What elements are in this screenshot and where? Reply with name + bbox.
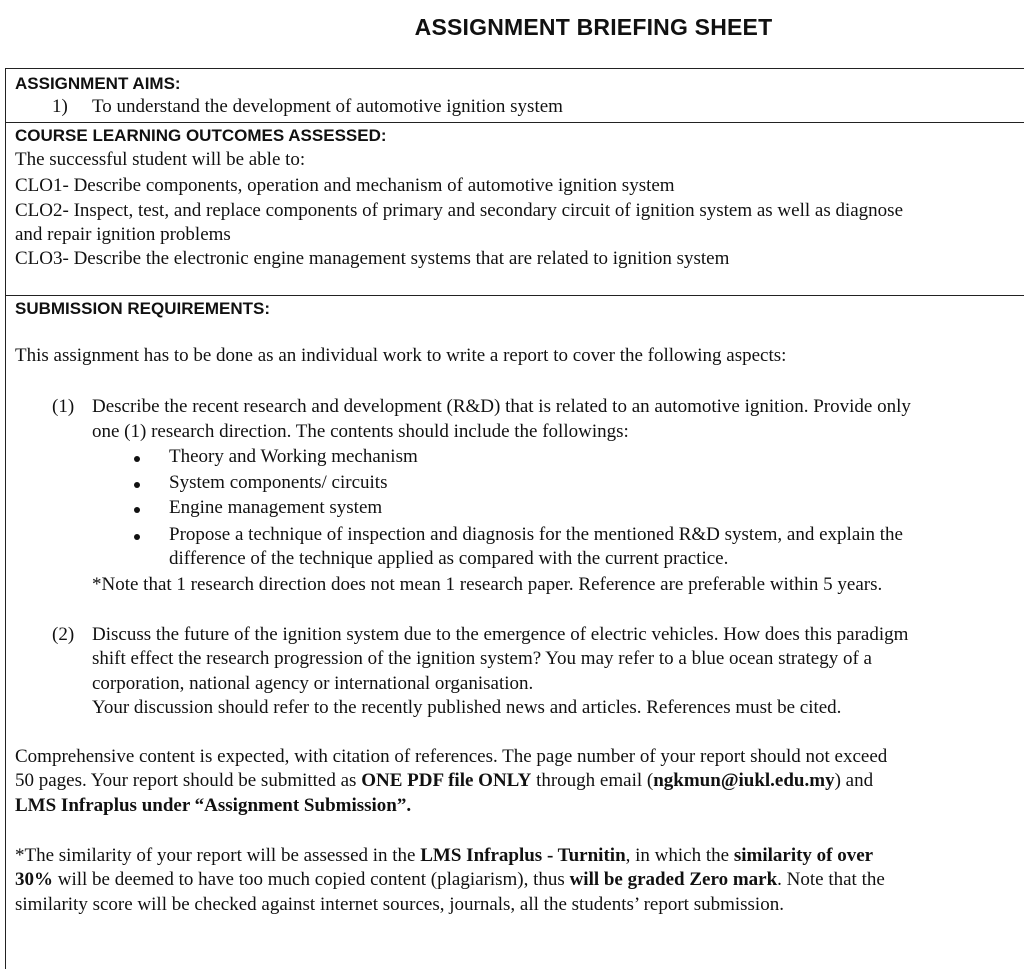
aims-item-text: To understand the development of automotive ignition system <box>92 96 563 117</box>
submission-heading: SUBMISSION REQUIREMENTS: <box>15 299 271 318</box>
bullet-icon <box>134 482 140 488</box>
item1-number: (1) <box>52 396 75 417</box>
bullet-item: Propose a technique of inspection and diagnosis for the mentioned R&D system, and explain the <box>169 524 903 545</box>
bullet-item: Engine management system <box>169 497 383 518</box>
clo1-text: CLO1- Describe components, operation and mechanism of automotive ignition system <box>15 175 675 196</box>
aims-item-number: 1) <box>52 96 68 117</box>
item1-note: *Note that 1 research direction does not mean 1 research paper. Reference are preferable within 5 years. <box>92 574 883 595</box>
item2-line3: corporation, national agency or international organisation. <box>92 673 534 694</box>
clo3-text: CLO3- Describe the electronic engine management systems that are related to ignition system <box>15 248 730 269</box>
item1-line1: Describe the recent research and development (R&D) that is related to an automotive ignition. Provide only <box>92 396 911 417</box>
item2-line1: Discuss the future of the ignition system due to the emergence of electric vehicles. How does this paradigm <box>92 624 909 645</box>
submission-intro: This assignment has to be done as an individual work to write a report to cover the following aspects: <box>15 345 787 366</box>
bullet-icon <box>134 507 140 513</box>
bullet-icon <box>134 534 140 540</box>
similarity-paragraph-line1: *The similarity of your report will be assessed in the LMS Infraplus - Turnitin, in which the similarity of over <box>15 845 874 866</box>
email-link[interactable]: ngkmun@iukl.edu.my <box>653 770 835 791</box>
clo2-text-cont: and repair ignition problems <box>15 224 231 245</box>
content-paragraph-line1: Comprehensive content is expected, with citation of references. The page number of your report should not exceed <box>15 746 888 767</box>
item2-line4: Your discussion should refer to the recently published news and articles. References must be cited. <box>92 697 842 718</box>
item2-number: (2) <box>52 624 75 645</box>
divider <box>5 122 1024 123</box>
clo2-text: CLO2- Inspect, test, and replace components of primary and secondary circuit of ignition system as well as diagnose <box>15 200 903 221</box>
bullet-item-cont: difference of the technique applied as compared with the current practice. <box>169 548 729 569</box>
item2-line2: shift effect the research progression of the ignition system? You may refer to a blue ocean strategy of a <box>92 648 872 669</box>
item1-line2: one (1) research direction. The contents should include the followings: <box>92 421 629 442</box>
content-paragraph-line2: 50 pages. Your report should be submitted as ONE PDF file ONLY through email (ngkmun@iukl.edu.my) and <box>15 770 874 791</box>
content-paragraph-line3: LMS Infraplus under “Assignment Submission”. <box>15 795 412 816</box>
similarity-paragraph-line2: 30% will be deemed to have too much copied content (plagiarism), thus will be graded Zero mark. Note that the <box>15 869 885 890</box>
bullet-icon <box>134 456 140 462</box>
clo-heading: COURSE LEARNING OUTCOMES ASSESSED: <box>15 126 387 145</box>
bullet-item: System components/ circuits <box>169 472 388 493</box>
similarity-paragraph-line3: similarity score will be checked against internet sources, journals, all the students’ report submission. <box>15 894 784 915</box>
divider <box>5 295 1024 296</box>
clo-intro: The successful student will be able to: <box>15 149 306 170</box>
aims-heading: ASSIGNMENT AIMS: <box>15 74 181 93</box>
page-title: ASSIGNMENT BRIEFING SHEET <box>414 14 773 40</box>
bullet-item: Theory and Working mechanism <box>169 446 418 467</box>
